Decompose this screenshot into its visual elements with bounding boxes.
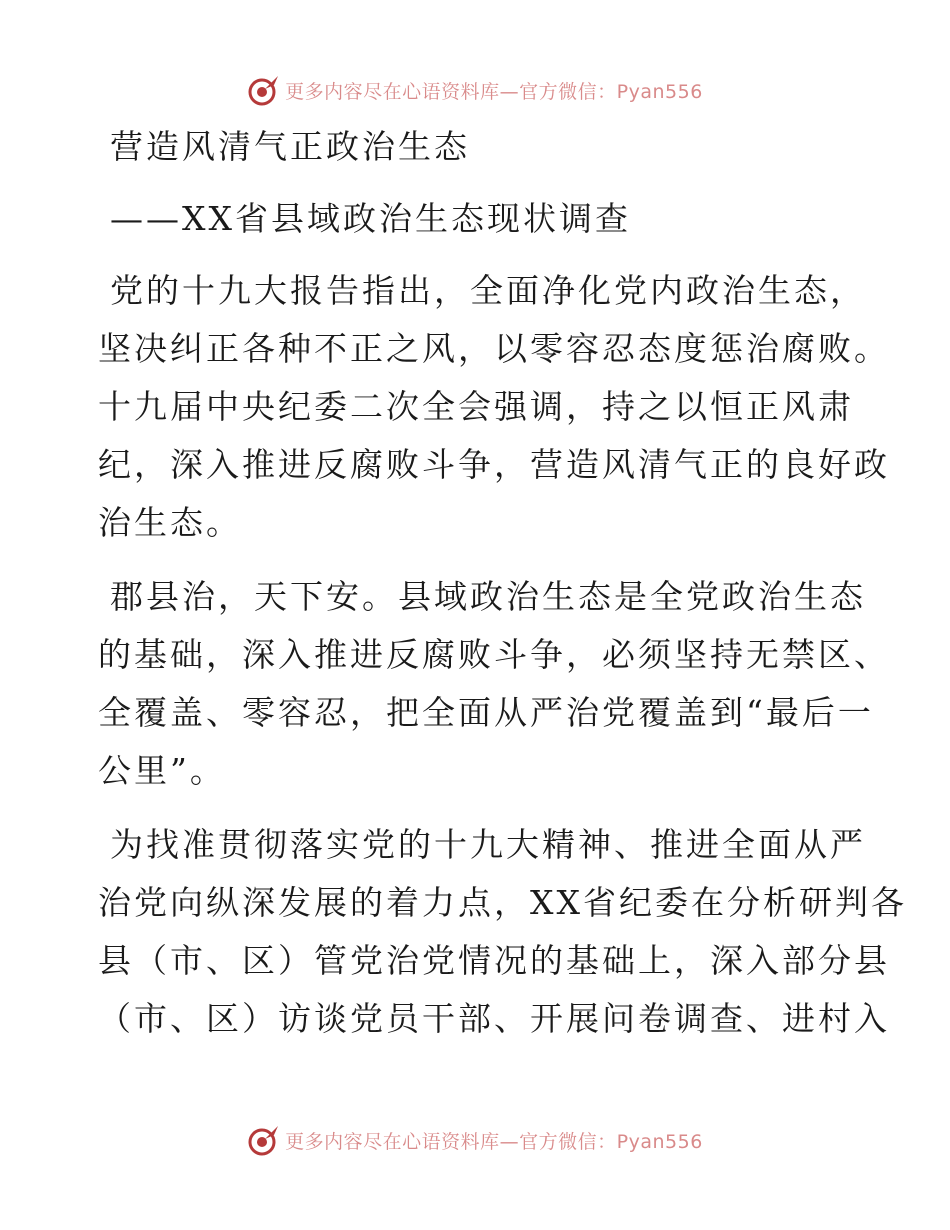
paragraph-line: 治党向纵深发展的着力点，XX省纪委在分析研判各 — [98, 883, 907, 922]
paragraph-line: 为找准贯彻落实党的十九大精神、推进全面从严 — [110, 825, 866, 864]
quill-logo-icon — [247, 73, 281, 107]
paragraph-line: 公里”。 — [98, 751, 226, 790]
paragraph-line: 党的十九大报告指出，全面净化党内政治生态， — [110, 271, 866, 310]
watermark-text: 更多内容尽在心语资料库—官方微信：Pyan556 — [285, 80, 703, 103]
paragraph-3 — [98, 816, 907, 1048]
watermark-footer — [0, 1120, 950, 1160]
paragraph-line: 的基础，深入推进反腐败斗争，必须坚持无禁区、 — [98, 635, 890, 674]
document-subtitle: ——XX省县域政治生态现状调查 — [110, 199, 631, 238]
paragraph-line: 十九届中央纪委二次全会强调，持之以恒正风肃 — [98, 387, 854, 426]
paragraph-2 — [98, 568, 890, 800]
document-body — [98, 118, 907, 1048]
paragraph-line: 坚决纠正各种不正之风，以零容忍态度惩治腐败。 — [98, 329, 890, 368]
watermark-header — [0, 70, 950, 110]
paragraph-line: 全覆盖、零容忍，把全面从严治党覆盖到“最后一 — [98, 693, 874, 732]
document-title: 营造风清气正政治生态 — [110, 127, 470, 166]
paragraph-line: 郡县治，天下安。县域政治生态是全党政治生态 — [110, 577, 866, 616]
paragraph-line: 纪，深入推进反腐败斗争，营造风清气正的良好政 — [98, 445, 890, 484]
quill-logo-icon — [247, 1123, 281, 1157]
watermark-text: 更多内容尽在心语资料库—官方微信：Pyan556 — [285, 1130, 703, 1153]
paragraph-line: （市、区）访谈党员干部、开展问卷调查、进村入 — [98, 999, 890, 1038]
paragraph-1 — [98, 262, 890, 552]
paragraph-line: 治生态。 — [98, 503, 242, 542]
paragraph-line: 县（市、区）管党治党情况的基础上，深入部分县 — [98, 941, 890, 980]
